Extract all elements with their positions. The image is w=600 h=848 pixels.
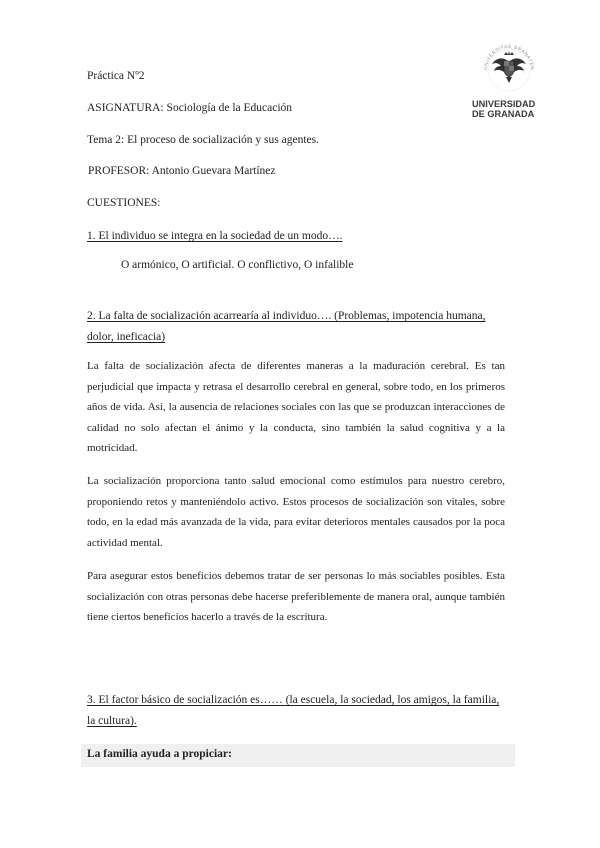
logo-line-1: UNIVERSIDAD [472,99,536,109]
question-2-paragraph-1: La falta de socialización afecta de diferentes maneras a la maduración cerebral. Es tan perjudicial que impacta y retrasa el desarrollo cerebral en general, sobre todo, en los primeros años de vida. Así, la ausencia de relaciones sociales con las que se produzcan interacciones de calidad no solo afectan el ánimo y la conducta, sino también la salud cognitiva y a la motricidad. [87,360,505,455]
question-2-paragraph-3: Para asegurar estos beneficios debemos tratar de ser personas lo más sociables posibles. Esta socialización con otras personas debe hacerse preferiblemente de manera oral, aunque también tiene ciertos beneficios hacerlo a través de la escritura. [87,570,505,624]
question-1-options: O armónico, O artificial. O conflictivo, O infalible [121,259,354,271]
professor-line: PROFESOR: Antonio Guevara Martínez [88,165,276,177]
university-logo [472,40,546,119]
seal-text: UNIVERSITAS GRANATEN [482,43,536,71]
questions-heading: CUESTIONES: [87,197,161,209]
question-2-paragraph-2: La socialización proporciona tanto salud emocional como estímulos para nuestro cerebro, proponiendo retos y manteniéndolo activo. Estos procesos de socialización son vitales, sobre todo, en la edad más avanzada de la vida, para evitar deterioros mentales causados por la poca actividad mental. [87,475,505,549]
subject-line: ASIGNATURA: Sociología de la Educación [87,102,293,114]
university-seal-icon [479,40,539,92]
question-3-subheading: La familia ayuda a propiciar: [87,748,232,760]
practice-number: Práctica Nº2 [87,70,145,82]
logo-line-2: DE GRANADA [472,109,535,119]
question-1-title: 1. El individuo se integra en la sociedad de un modo…. [87,230,343,242]
question-3-title: 3. El factor básico de socialización es…… (la escuela, la sociedad, los amigos, la familia, la cultura). [87,694,500,727]
question-2-title: 2. La falta de socialización acarrearía al individuo…. (Problemas, impotencia humana, dolor, ineficacia) [87,310,486,343]
topic-line: Tema 2: El proceso de socialización y sus agentes. [87,134,319,146]
